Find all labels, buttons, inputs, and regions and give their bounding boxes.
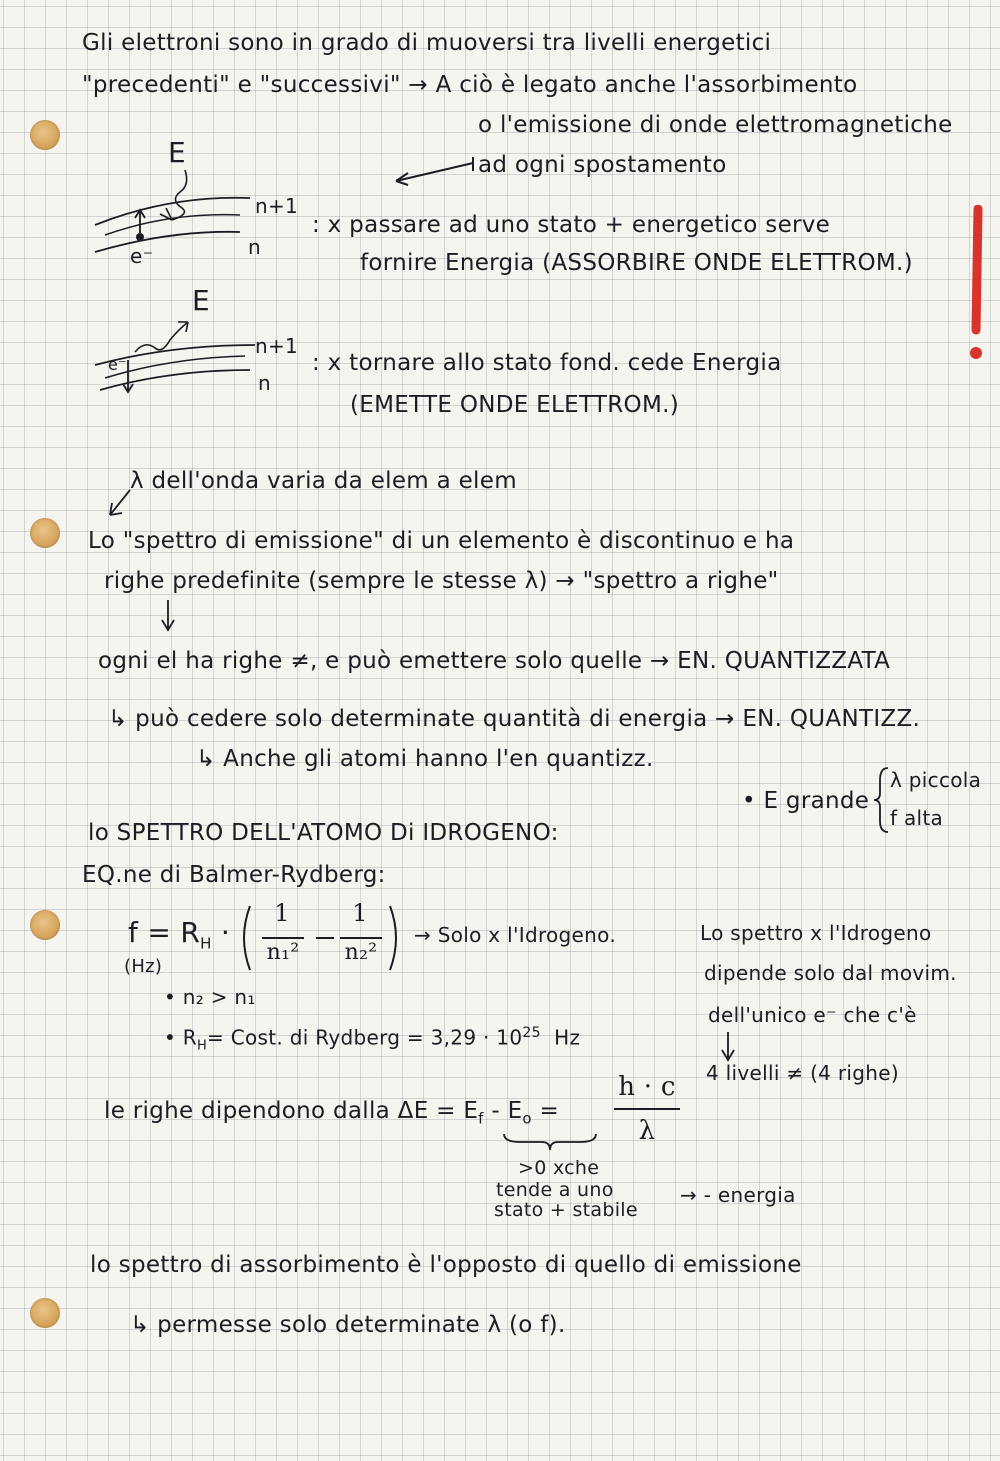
rydberg-r: • R <box>164 1025 197 1050</box>
diagram-2-electron: e⁻ <box>108 355 127 374</box>
rydberg-sub: H <box>196 1038 208 1054</box>
note-line-5: : x passare ad uno stato + energetico serve <box>312 212 831 238</box>
frac2-numerator: 1 <box>352 899 368 927</box>
delta-e-mid: - E <box>483 1098 523 1124</box>
diagram-1-energy-label: E <box>168 136 186 169</box>
delta-e-equals: = <box>531 1098 560 1124</box>
note-line-3: o l'emissione di onde elettromagnetiche <box>478 112 953 138</box>
binder-hole-4 <box>30 1298 60 1328</box>
binder-hole-2 <box>30 518 60 548</box>
underbrace-arrow-note: → - energia <box>680 1183 796 1207</box>
diagram-2-level-n: n <box>258 371 271 395</box>
diagram-1-level-n1: n+1 <box>255 194 299 218</box>
frac1-numerator: 1 <box>274 899 290 927</box>
equation-f-rh: f = R <box>128 916 201 949</box>
arrow-down-icon <box>158 598 178 634</box>
note-line-19: lo spettro di assorbimento è l'opposto di quello di emissione <box>90 1252 802 1278</box>
delta-e-line <box>104 1098 559 1132</box>
side-note-4: 4 livelli ≠ (4 righe) <box>706 1061 899 1085</box>
binder-hole-1 <box>30 120 60 150</box>
note-line-9: λ dell'onda varia da elem a elem <box>130 468 517 494</box>
hc-bar <box>614 1108 680 1110</box>
underbrace-icon <box>500 1130 600 1156</box>
note-line-20: ↳ permesse solo determinate λ (o f). <box>130 1312 566 1338</box>
note-line-10: Lo "spettro di emissione" di un elemento è discontinuo e ha <box>88 528 795 554</box>
note-lambda-piccola: λ piccola <box>890 768 982 792</box>
side-note-2: dipende solo dal movim. <box>704 961 957 985</box>
note-e-grande: • E grande <box>742 788 870 814</box>
note-line-8: (EMETTE ONDE ELETTROM.) <box>350 392 679 418</box>
note-line-13: ↳ può cedere solo determinate quantità di energia → EN. QUANTIZZ. <box>108 706 921 732</box>
underbrace-note-2: tende a uno <box>496 1179 614 1201</box>
exclamation-mark-icon <box>964 205 994 365</box>
frac1-bar <box>262 937 304 939</box>
equation-note: → Solo x l'Idrogeno. <box>414 923 616 947</box>
binder-hole-3 <box>30 910 60 940</box>
hc-denominator: λ <box>638 1116 656 1146</box>
frac2-denominator: n₂² <box>344 940 378 965</box>
note-line-1: Gli elettroni sono in grado di muoversi tra livelli energetici <box>82 30 772 56</box>
diagram-2-level-n1: n+1 <box>255 334 299 358</box>
arrow-down-left-icon <box>100 485 140 525</box>
underbrace-note-1: >0 xche <box>518 1157 600 1179</box>
side-note-3: dell'unico e⁻ che c'è <box>708 1003 917 1027</box>
diagram-2-energy-label: E <box>192 284 210 317</box>
note-line-11: righe predefinite (sempre le stesse λ) → "spettro a righe" <box>104 568 779 594</box>
note-line-14: ↳ Anche gli atomi hanno l'en quantizz. <box>196 746 654 772</box>
underbrace-note-3: stato + stabile <box>494 1199 638 1221</box>
hc-numerator: h · c <box>618 1072 676 1102</box>
diagram-1-level-n: n <box>248 235 261 259</box>
arrow-left-icon <box>388 155 488 195</box>
diagram-1-electron: e⁻ <box>130 244 154 268</box>
note-line-4: ad ogni spostamento <box>478 152 727 178</box>
condition-rydberg <box>164 1020 580 1060</box>
delta-e-f-sub: f <box>478 1109 484 1128</box>
equation-rh-sub: H <box>200 934 212 953</box>
frac2-bar <box>340 937 382 939</box>
delta-e-o-sub: o <box>522 1109 532 1128</box>
rydberg-value: = Cost. di Rydberg = 3,29 · 10 <box>207 1025 523 1050</box>
note-line-7: : x tornare allo stato fond. cede Energia <box>312 350 782 376</box>
equation-unit: (Hz) <box>124 956 163 977</box>
side-note-1: Lo spettro x l'Idrogeno <box>700 921 932 945</box>
arrow-down-icon-2 <box>718 1030 738 1064</box>
note-f-alta: f alta <box>890 806 944 830</box>
curly-brace-icon <box>872 765 892 835</box>
note-line-17: EQ.ne di Balmer-Rydberg: <box>82 862 386 888</box>
note-line-6: fornire Energia (ASSORBIRE ONDE ELETTROM.) <box>360 250 913 276</box>
frac1-denominator: n₁² <box>266 940 300 965</box>
equation-left: $f = R_H$ · <box>128 916 231 953</box>
condition-n2-gt-n1: • n₂ > n₁ <box>164 985 256 1009</box>
note-line-12: ogni el ha righe ≠, e può emettere solo quelle → EN. QUANTIZZATA <box>98 648 891 674</box>
rydberg-exponent: 25 <box>522 1025 541 1041</box>
note-line-2: "precedenti" e "successivi" → A ciò è legato anche l'assorbimento <box>82 72 858 98</box>
section-heading-hydrogen: lo SPETTRO DELL'ATOMO Di IDROGENO: <box>88 820 559 846</box>
delta-e-text: le righe dipendono dalla ΔE = E <box>104 1098 479 1124</box>
rydberg-unit: Hz <box>554 1025 581 1050</box>
